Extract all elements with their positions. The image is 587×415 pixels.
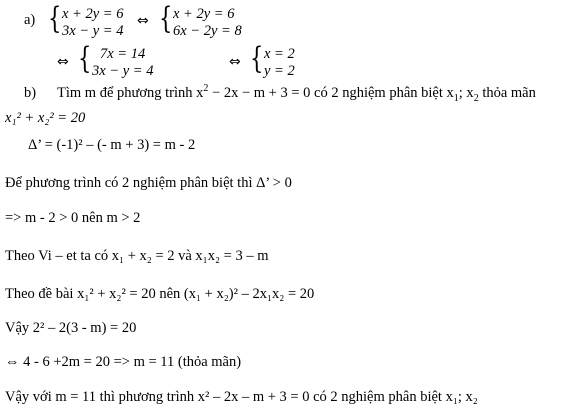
part-a-label: a) (24, 12, 36, 28)
system-4-eq-1: x = 2 (264, 46, 295, 62)
condition: x₁² + x₂² = 20 (5, 110, 86, 126)
problem-text-2: − 2x − m + 3 = 0 có 2 nghiệm phân biệt x (208, 85, 454, 101)
brace-icon: { (250, 41, 264, 76)
equivalence-arrow-icon: ⇔ (57, 54, 69, 70)
system-1-eq-1: x + 2y = 6 (62, 6, 124, 22)
system-1-eq-2: 3x − y = 4 (62, 23, 124, 39)
part-b-label: b) (24, 85, 37, 101)
equivalence-arrow-icon: ⇔ (229, 54, 241, 70)
solution-line-3: Theo Vi – et ta có x₁ + x₂ = 2 và x₁x₂ = 3 – m (5, 248, 269, 264)
equivalence-arrow-icon: ⇔ (137, 13, 149, 29)
solution-line-5: Vậy 2² – 2(3 - m) = 20 (5, 320, 137, 336)
solution-line-2: => m - 2 > 0 nên m > 2 (5, 210, 141, 226)
system-3-eq-2: 3x − y = 4 (92, 63, 154, 79)
system-4-eq-2: y = 2 (264, 63, 295, 79)
problem-text-4: thỏa mãn (478, 85, 536, 101)
brace-icon: { (48, 1, 62, 36)
problem-statement: Tìm m để phương trình $x^2 - 2x - m + 3 = 0$ có 2 nghiệm phân biệt $x_1$; $x_2$ thỏa mãn (57, 83, 536, 104)
system-2-eq-2: 6x − 2y = 8 (173, 23, 242, 39)
system-3-eq-1: 7x = 14 (100, 46, 146, 62)
solution-line-1: Để phương trình có 2 nghiệm phân biệt thì Δ’ > 0 (5, 175, 292, 191)
problem-text-3: ; x (458, 85, 474, 101)
brace-icon: { (159, 1, 173, 36)
delta-line: Δ’ = (-1)² – (- m + 3) = m - 2 (28, 137, 196, 153)
system-2-eq-1: x + 2y = 6 (173, 6, 235, 22)
brace-icon: { (78, 41, 92, 76)
solution-line-7: Vậy với m = 11 thì phương trình x² – 2x – m + 3 = 0 có 2 nghiệm phân biệt x₁; x₂ (5, 389, 478, 405)
solution-line-6: ⇔ 4 - 6 +2m = 20 => m = 11 (thỏa mãn) (5, 354, 242, 370)
problem-text-1: Tìm m để phương trình x (57, 85, 204, 101)
solution-line-4: Theo đề bài x₁² + x₂² = 20 nên (x₁ + x₂)² – 2x₁x₂ = 20 (5, 286, 315, 302)
